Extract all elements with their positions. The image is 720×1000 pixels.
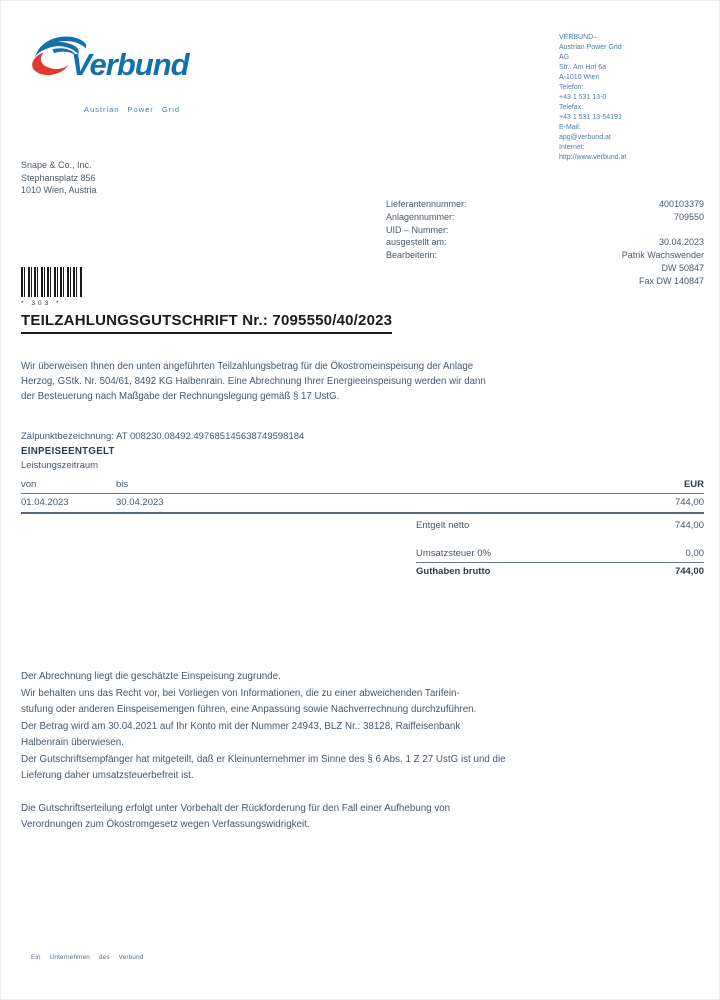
period-to: 30.04.2023 bbox=[116, 497, 164, 508]
reference-row bbox=[386, 211, 704, 224]
reference-block bbox=[386, 198, 704, 288]
text-line: http://www.verbund.at bbox=[559, 154, 627, 161]
header-currency: EUR bbox=[683, 479, 704, 490]
table-summary bbox=[416, 520, 704, 579]
summary-row-tax bbox=[416, 548, 704, 564]
period-amount: 744,00 bbox=[674, 497, 704, 508]
reference-row bbox=[386, 249, 704, 262]
text-line: der Besteuerung nach Maßgabe der Rechnungslegung gemäß § 17 UstG. bbox=[21, 390, 340, 402]
table-header-row bbox=[21, 479, 704, 494]
text-line: +43 1 531 13-0 bbox=[559, 94, 607, 101]
text-line: Snape & Co., Inc. bbox=[21, 160, 92, 170]
meter-section bbox=[21, 431, 304, 471]
barcode-block bbox=[21, 267, 83, 307]
text-line: Die Gutschriftserteilung erfolgt unter Vorbehalt der Rückforderung für den Fall einer Aufhebung von bbox=[21, 802, 451, 814]
summary-value: 0,00 bbox=[685, 547, 704, 559]
summary-value: 744,00 bbox=[674, 566, 704, 577]
recipient-address bbox=[21, 159, 97, 197]
payment-table bbox=[21, 479, 704, 579]
summary-label: Umsatzsteuer 0% bbox=[416, 547, 491, 559]
text-line: Str.: Am Hof 6a bbox=[559, 64, 607, 71]
text-line: E-Mail: bbox=[559, 124, 581, 131]
text-line: A-1010 Wien bbox=[559, 74, 600, 81]
text-line: Telefon: bbox=[559, 84, 584, 91]
processor-phone: DW 50847 bbox=[661, 262, 704, 273]
feed-in-fee-heading: EINPEISEENTGELT bbox=[21, 446, 115, 457]
text-line: apg@verbund.at bbox=[559, 134, 611, 141]
text-line: AG bbox=[559, 54, 570, 61]
reference-row bbox=[386, 236, 704, 249]
ref-label: UID – Nummer: bbox=[386, 224, 449, 235]
ref-value: 709550 bbox=[673, 211, 704, 222]
text-line: Verordnungen zum Ökostromgesetz wegen Verfassungswidrigkeit. bbox=[21, 819, 310, 830]
text-line: VERBUND– bbox=[559, 34, 598, 41]
footer-text: Ein Unternehmen des Verbund bbox=[31, 954, 144, 961]
barcode-icon bbox=[21, 267, 83, 297]
text-line: Wir behalten uns das Recht vor, bei Vorliegen von Informationen, die zu einer abweichenden Tarifein- bbox=[21, 687, 460, 699]
processor-fax: Fax DW 140847 bbox=[638, 275, 704, 286]
verbund-wordmark: Verbund bbox=[71, 47, 189, 82]
document-title: TEILZAHLUNGSGUTSCHRIFT Nr.: 7095550/40/2023 bbox=[21, 312, 392, 334]
ref-label: Bearbeiterin: bbox=[386, 250, 438, 261]
summary-row-total bbox=[416, 563, 704, 579]
meter-point-id: Zälpunktbezeichnung: AT 008230.08492.497685145638749598184 bbox=[21, 431, 305, 442]
verbund-logo bbox=[29, 31, 229, 121]
text-line: Halbenrain überwiesen. bbox=[21, 737, 124, 748]
reference-row bbox=[386, 198, 704, 211]
body-paragraph-1 bbox=[21, 669, 716, 785]
ref-label: Anlagennummer: bbox=[386, 211, 455, 222]
intro-paragraph bbox=[21, 360, 713, 404]
ref-value: Patrik Wachswender bbox=[621, 250, 704, 261]
summary-value: 744,00 bbox=[674, 520, 704, 531]
table-row bbox=[21, 494, 704, 514]
text-line: Lieferung daher umsatzsteuerbefreit ist. bbox=[21, 770, 194, 781]
barcode-label: * 303 * bbox=[21, 300, 62, 307]
summary-row-net bbox=[416, 520, 704, 533]
header-to: bis bbox=[116, 479, 129, 490]
text-line: Stephansplatz 856 bbox=[21, 172, 96, 183]
ref-label: Lieferantennummer: bbox=[386, 199, 467, 209]
period-from: 01.04.2023 bbox=[21, 497, 69, 508]
sender-contact-block bbox=[559, 33, 626, 163]
text-line: Telefax: bbox=[559, 104, 584, 111]
ref-value: 400103379 bbox=[658, 199, 704, 209]
ref-value: 30.04.2023 bbox=[658, 237, 704, 248]
body-paragraph-2 bbox=[21, 801, 716, 834]
text-line: Der Betrag wird am 30.04.2021 auf Ihr Konto mit der Nummer 24943, BLZ Nr.: 38128, Raiffeisenbank bbox=[21, 720, 461, 732]
header-from: von bbox=[21, 479, 37, 490]
text-line: Austrian Power Grid bbox=[559, 44, 622, 51]
summary-label: Guthaben brutto bbox=[416, 566, 491, 577]
body-text bbox=[21, 669, 716, 834]
text-line: 1010 Wien, Austria bbox=[21, 185, 97, 195]
text-line: Wir überweisen Ihnen den unten angeführten Teilzahlungsbetrag für die Ökostromeinspeisung der Anlage bbox=[21, 361, 474, 372]
text-line: Herzog, GStk. Nr. 504/61, 8492 KG Halbenrain. Eine Abrechnung Ihrer Energieeinspeisung werden wir dann bbox=[21, 375, 486, 387]
service-period-label: Leistungszeitraum bbox=[21, 460, 99, 471]
logo-subtitle: Austrian Power Grid bbox=[83, 105, 181, 114]
text-line: +43 1 531 13-54191 bbox=[559, 114, 622, 121]
ref-label: ausgestellt am: bbox=[386, 237, 447, 248]
text-line: Der Gutschriftsempfänger hat mitgeteilt, daß er Kleinunternehmer im Sinne des § 6 Abs. 1 Z 27 UstG ist und die bbox=[21, 753, 506, 765]
text-line: stufung oder anderen Einspeisemengen führen, eine Anpassung sowie Nachverrechnung durchzuführen. bbox=[21, 704, 477, 715]
reference-row bbox=[386, 224, 704, 237]
text-line: Der Abrechnung liegt die geschätzte Einspeisung zugrunde. bbox=[21, 671, 281, 682]
summary-label: Entgelt netto bbox=[416, 520, 470, 531]
text-line: Internet: bbox=[559, 144, 585, 151]
